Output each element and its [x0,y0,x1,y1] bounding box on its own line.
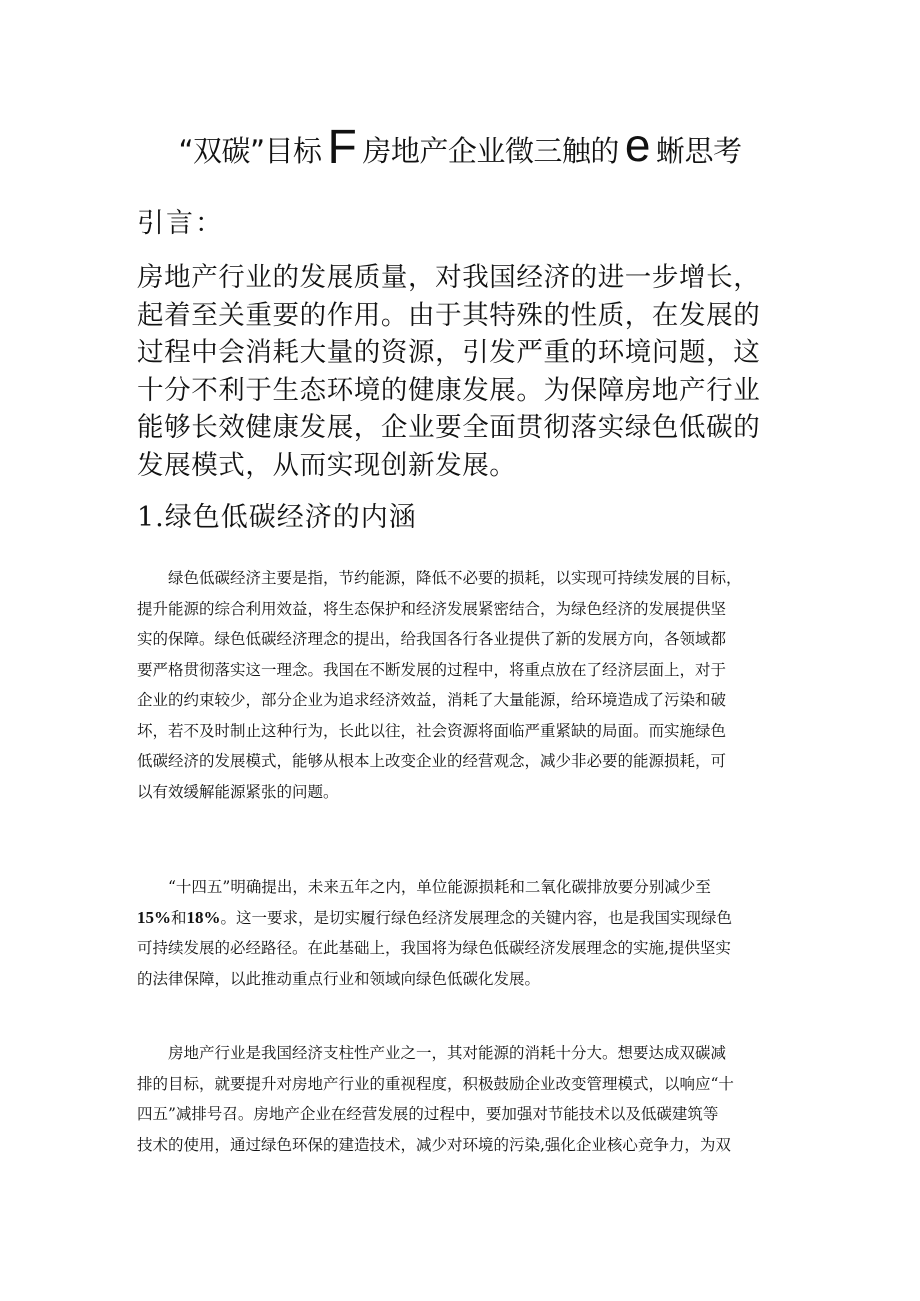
paragraph-line: 技术的使用，通过绿色环保的建造技术，减少对环境的污染,强化企业核心竞争力，为双 [137,1135,731,1154]
intro-line: 房地产行业的发展质量，对我国经济的进一步增长， [137,262,761,293]
intro-heading: 引言： [137,208,224,239]
paragraph-line: 提升能源的综合利用效益，将生态保护和经济发展紧密结合，为绿色经济的发展提供坚 [137,599,727,618]
intro-line: 过程中会消耗大量的资源，引发严重的环境问题，这 [137,337,761,369]
title-large-e: e [624,119,650,171]
paragraph-1 [137,563,797,807]
paragraph-2 [137,872,797,994]
paragraph-line: 绿色低碳经济主要是指，节约能源，降低不必要的损耗，以实现可持续发展的目标， [168,569,742,587]
paragraph-line: 实的保障。绿色低碳经济理念的提出，给我国各行各业提供了新的发展方向，各领域都 [137,630,727,648]
figure-18-percent: 18% [186,907,221,927]
paragraph-line: 以有效缓解能源紧张的问题。 [137,782,339,801]
title-large-f: F [327,121,357,174]
paragraph-line: 要严格贯彻落实这一理念。我国在不断发展的过程中，将重点放在了经济层面上，对于 [137,660,727,679]
paragraph-line: 四五”减排号召。房地产企业在经营发展的过程中，要加强对节能技术以及低碳建筑等 [137,1105,719,1123]
paragraph-line: 排的目标，就要提升对房地产行业的重视程度，积极鼓励企业改变管理模式，以响应“十 [137,1074,734,1093]
intro-line: 能够长效健康发展，企业要全面贯彻落实绿色低碳的 [137,412,761,444]
intro-line: 十分不利于生态环境的健康发展。为保障房地产行业 [137,374,761,406]
intro-line: 发展模式，从而实现创新发展。 [137,449,517,481]
title-part-3: 蜥思考 [655,134,742,168]
paragraph-line: 可持续发展的必经路径。在此基础上，我国将为绿色低碳经济发展理念的实施,提供坚实 [137,939,731,957]
intro-paragraph [137,259,797,485]
figure-15-percent: 15% [137,907,171,927]
paragraph-line: 的法律保障，以此推动重点行业和领域向绿色低碳化发展。 [137,969,541,988]
conjunction: 和 [171,908,187,927]
paragraph-line: 坏，若不及时制止这种行为，长此以往，社会资源将面临严重紧缺的局面。而实施绿色 [137,721,727,740]
paragraph-3 [137,1038,797,1160]
title-part-2: 房地产企业徵三触的 [362,134,619,168]
paragraph-line: 低碳经济的发展模式，能够从根本上改变企业的经营观念，减少非必要的能源损耗，可 [137,752,727,770]
paragraph-line-rest: 。这一要求，是切实履行绿色经济发展理念的关键内容，也是我国实现绿色 [220,908,733,927]
paragraph-line-with-figures [137,903,797,934]
title-part-1: “双碳”目标 [178,134,322,168]
paragraph-line: “十四五”明确提出，未来五年之内，单位能源损耗和二氧化碳排放要分别减少至 [168,878,711,896]
intro-line: 起着至关重要的作用。由于其特殊的性质，在发展的 [137,299,761,331]
paragraph-line: 企业的约束较少，部分企业为追求经济效益，消耗了大量能源，给环境造成了污染和破 [137,691,727,709]
document-title [0,119,920,179]
paragraph-line: 房地产行业是我国经济支柱性产业之一，其对能源的消耗十分大。想要达成双碳减 [168,1044,727,1062]
section-heading: 1.绿色低碳经济的内涵 [137,502,417,533]
